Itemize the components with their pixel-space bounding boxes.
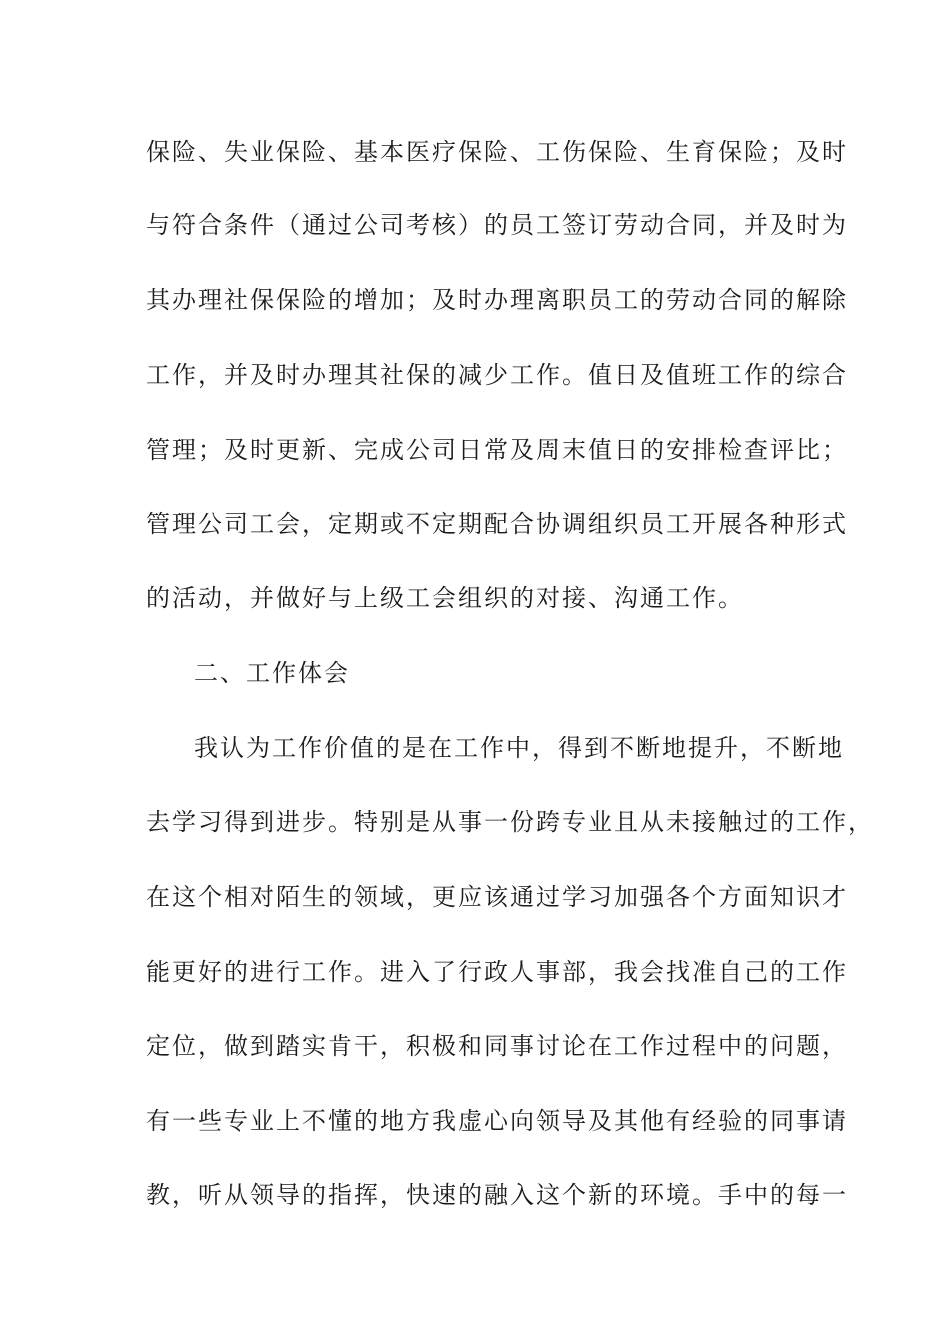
body-line: 工作，并及时办理其社保的减少工作。值日及值班工作的综合 [146,361,848,389]
body-line: 其办理社保保险的增加；及时办理离职员工的劳动合同的解除 [146,286,848,314]
body-line: 在这个相对陌生的领域，更应该通过学习加强各个方面知识才 [146,883,848,911]
body-line: 能更好的进行工作。进入了行政人事部，我会找准自己的工作 [146,958,848,986]
body-line: 的活动，并做好与上级工会组织的对接、沟通工作。 [146,584,744,612]
body-line: 教，听从领导的指挥，快速的融入这个新的环境。手中的每一 [146,1181,848,1209]
body-line: 管理公司工会，定期或不定期配合协调组织员工开展各种形式 [146,510,848,538]
body-line: 管理；及时更新、完成公司日常及周末值日的安排检查评比； [146,436,848,464]
paragraph-first-line: 我认为工作价值的是在工作中，得到不断地提升，不断地 [194,734,844,762]
body-line: 定位，做到踏实肯干，积极和同事讨论在工作过程中的问题， [146,1032,848,1060]
body-line: 与符合条件（通过公司考核）的员工签订劳动合同，并及时为 [146,211,848,239]
body-line: 有一些专业上不懂的地方我虚心向领导及其他有经验的同事请 [146,1107,848,1135]
section-heading: 二、工作体会 [194,659,350,687]
body-line: 保险、失业保险、基本医疗保险、工伤保险、生育保险；及时 [146,138,848,166]
body-line: 去学习得到进步。特别是从事一份跨专业且从未接触过的工作， [146,808,874,836]
